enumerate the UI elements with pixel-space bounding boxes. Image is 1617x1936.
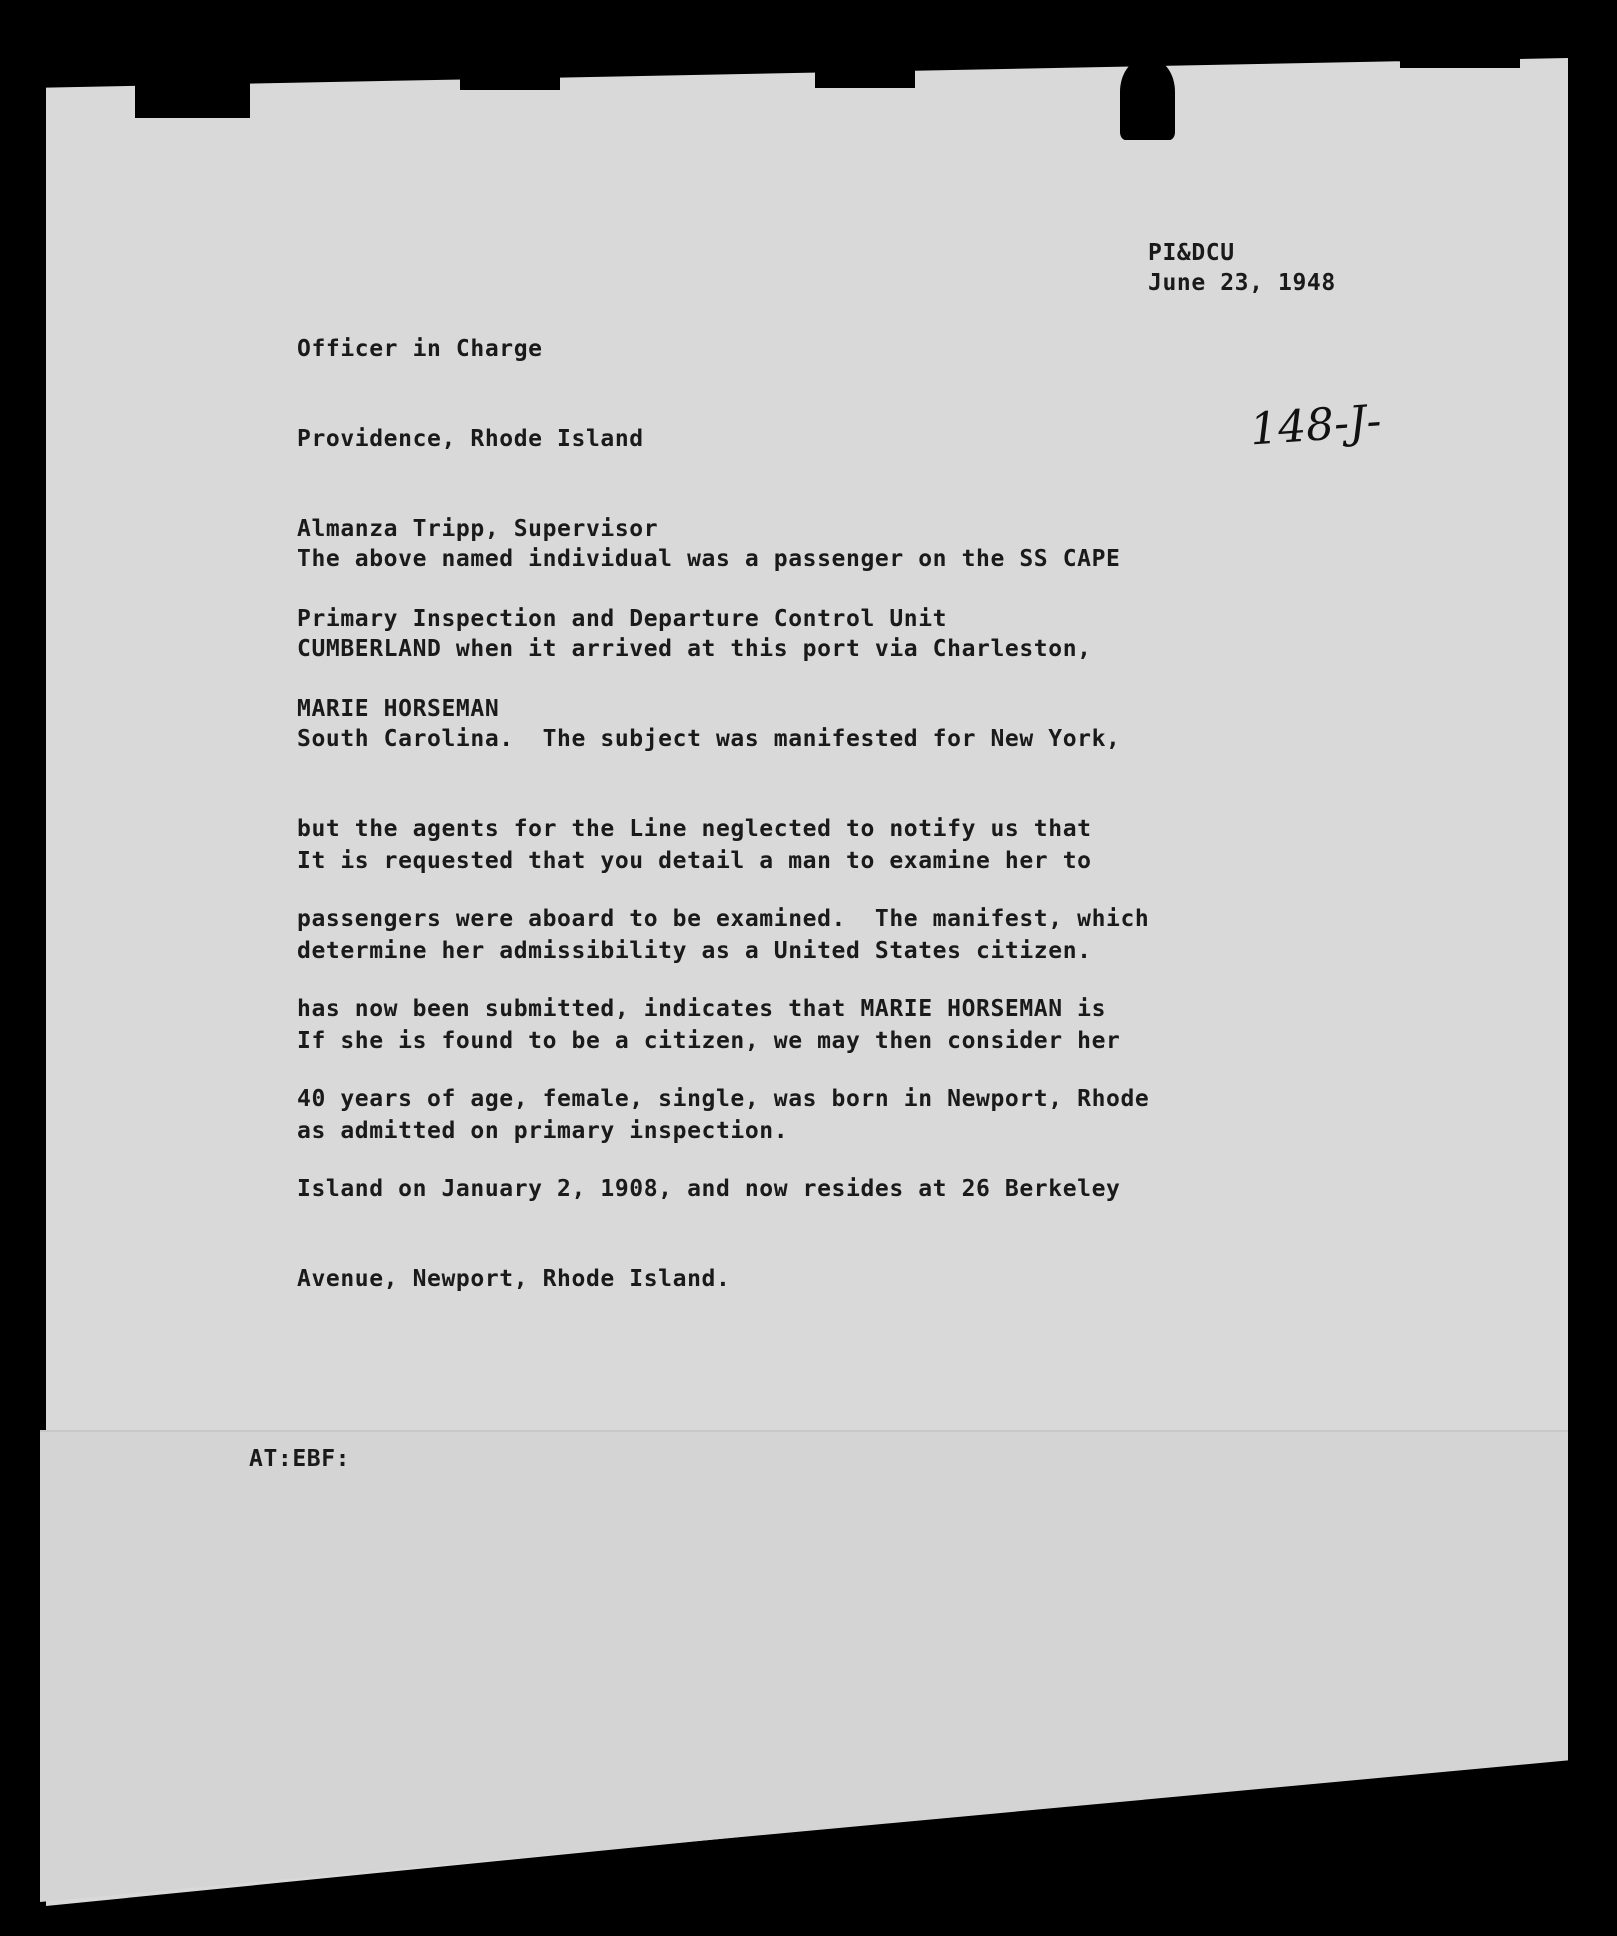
routing-code: PI&DCU <box>1148 240 1235 266</box>
address-line: Primary Inspection and Departure Control Unit <box>297 606 948 632</box>
handwritten-file-number: 148-J- <box>1248 395 1383 456</box>
tear-mark <box>815 50 915 88</box>
paragraph-line: CUMBERLAND when it arrived at this port via Charleston, <box>297 636 1092 662</box>
address-line: MARIE HORSEMAN <box>297 696 500 722</box>
letter-date: June 23, 1948 <box>1148 270 1336 296</box>
address-line: Almanza Tripp, Supervisor <box>297 516 659 542</box>
tear-mark <box>135 50 250 118</box>
tear-mark <box>1400 42 1520 68</box>
paragraph-line: The above named individual was a passenger on the SS CAPE <box>297 546 1121 572</box>
paragraph-line: determine her admissibility as a United States citizen. <box>297 938 1092 964</box>
paper-fold-lower <box>40 1430 1568 1902</box>
paragraph-line: 40 years of age, female, single, was born in Newport, Rhode <box>297 1086 1150 1112</box>
paragraph-line: as admitted on primary inspection. <box>297 1118 789 1144</box>
paragraph-line: passengers were aboard to be examined. The manifest, which <box>297 906 1150 932</box>
typist-initials: AT:EBF: <box>249 1446 351 1472</box>
paragraph-line: Avenue, Newport, Rhode Island. <box>297 1266 731 1292</box>
address-line: Officer in Charge <box>297 336 543 362</box>
paragraph-line: If she is found to be a citizen, we may then consider her <box>297 1028 1121 1054</box>
address-line: Providence, Rhode Island <box>297 426 644 452</box>
tear-mark <box>1120 60 1175 140</box>
paragraph-line: Island on January 2, 1908, and now resides at 26 Berkeley <box>297 1176 1121 1202</box>
paragraph-line: but the agents for the Line neglected to notify us that <box>297 816 1092 842</box>
tear-mark <box>460 50 560 90</box>
body-paragraph-2 <box>297 786 1121 1206</box>
paragraph-line: South Carolina. The subject was manifested for New York, <box>297 726 1121 752</box>
paragraph-line: It is requested that you detail a man to examine her to <box>297 848 1092 874</box>
paragraph-line: has now been submitted, indicates that MARIE HORSEMAN is <box>297 996 1107 1022</box>
